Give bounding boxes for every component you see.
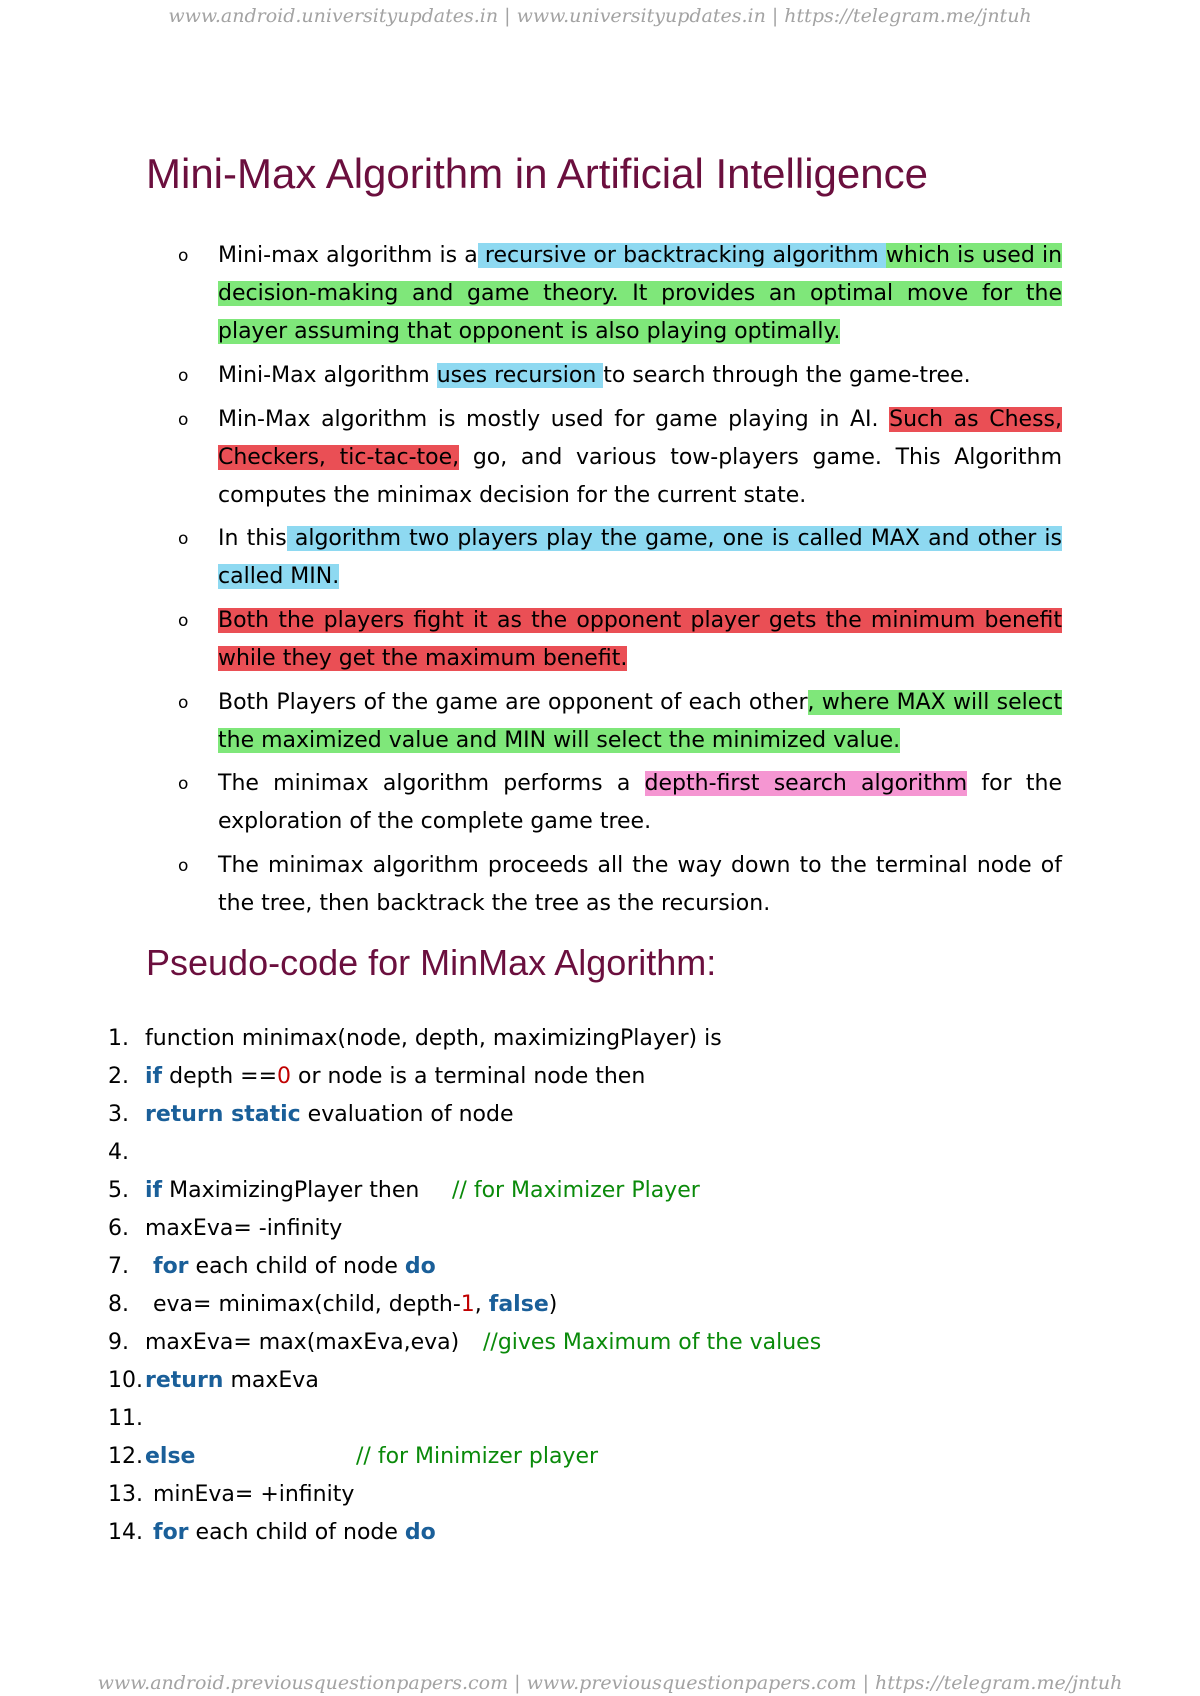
code-text: maxEva= -infinity (145, 1216, 343, 1241)
line-number: 11. (108, 1406, 143, 1431)
list-item (178, 602, 1062, 678)
code-line (108, 1518, 436, 1548)
bullet-text: The minimax algorithm proceeds all the way down to the terminal node of the tree, then backtrack the tree as the recursion. (218, 853, 1062, 916)
code-keyword: do (404, 1520, 436, 1545)
code-text: function minimax(node, depth, maximizingPlayer) is (145, 1026, 722, 1051)
line-number: 2. (108, 1064, 129, 1089)
highlight-green: which is used in decision-making and game theory. It provides an optimal move for the player assuming that opponent is also playing optimally. (218, 243, 1063, 344)
list-item (178, 765, 1063, 841)
code-text: ) (548, 1292, 558, 1317)
list-item (178, 847, 1062, 923)
bullet-marker: o (178, 246, 189, 266)
watermark-bottom: www.android.previousquestionpapers.com | www.previousquestionpapers.com | https://telegram.me/jntuh (97, 1672, 1123, 1694)
bullet-text: Mini-Max algorithm (218, 363, 437, 388)
highlight-blue: uses recursion (436, 363, 604, 388)
code-line (108, 1480, 354, 1510)
highlight-red: Such as Chess, Checkers, tic-tac-toe, (218, 407, 1062, 470)
list-item (178, 401, 1062, 515)
code-comment: // for Maximizer Player (452, 1178, 700, 1203)
bullet-marker: o (178, 529, 189, 549)
bullet-text: Mini-max algorithm is a (218, 243, 478, 268)
code-text: depth == (162, 1064, 278, 1089)
code-literal: 1 (460, 1292, 475, 1317)
code-line (108, 1366, 319, 1396)
code-comment: // for Minimizer player (356, 1444, 599, 1469)
bullet-text: Both Players of the game are opponent of each other (218, 690, 808, 715)
bullet-text: to search through the game-tree. (603, 363, 971, 388)
line-number: 12. (108, 1444, 143, 1469)
highlight-red: Both the players fight it as the opponent player gets the minimum benefit while they get the maximum benefit. (218, 608, 1062, 671)
bullet-marker: o (178, 693, 189, 713)
code-line (108, 1442, 599, 1472)
code-text: or node is a terminal node then (291, 1064, 646, 1089)
line-number: 6. (108, 1216, 129, 1241)
list-item (178, 357, 1062, 395)
bullet-text: for the exploration of the complete game tree. (218, 771, 1063, 834)
bullet-text: Min-Max algorithm is mostly used for game playing in AI. (218, 407, 890, 432)
code-line (108, 1404, 145, 1434)
code-line (108, 1024, 722, 1054)
line-number: 4. (108, 1140, 129, 1165)
code-text: , (474, 1292, 489, 1317)
bullet-marker: o (178, 774, 189, 794)
code-text: maxEva= max(maxEva,eva) (145, 1330, 460, 1355)
code-line (108, 1214, 342, 1244)
list-item (178, 684, 1062, 760)
bullet-marker: o (178, 611, 189, 631)
code-text: evaluation of node (300, 1102, 514, 1127)
bullet-text: The minimax algorithm performs a (218, 771, 645, 796)
code-line (108, 1100, 514, 1130)
code-keyword: return static (145, 1102, 301, 1127)
line-number: 1. (108, 1026, 129, 1051)
code-line (108, 1252, 436, 1282)
highlight-pink: depth-first search algorithm (644, 771, 968, 796)
watermark-top: www.android.universityupdates.in | www.universityupdates.in | https://telegram.me/jntuh (168, 5, 1032, 27)
line-number: 8. (108, 1292, 129, 1317)
code-keyword: return (145, 1368, 224, 1393)
code-text: each child of node (188, 1254, 405, 1279)
code-line (108, 1328, 822, 1358)
list-item (178, 520, 1062, 596)
bullet-marker: o (178, 856, 189, 876)
code-keyword: if (145, 1064, 163, 1089)
bullet-text: go, and various tow-players game. This Algorithm computes the minimax decision for the current state. (218, 445, 1062, 508)
list-item (178, 237, 1063, 351)
line-number: 10. (108, 1368, 143, 1393)
code-keyword: for (153, 1520, 189, 1545)
bullet-marker: o (178, 366, 189, 386)
code-keyword: else (145, 1444, 196, 1469)
code-text: minEva= +infinity (153, 1482, 355, 1507)
code-literal: 0 (277, 1064, 292, 1089)
code-text: each child of node (188, 1520, 405, 1545)
section-heading: Pseudo-code for MinMax Algorithm: (146, 942, 717, 983)
line-number: 9. (108, 1330, 129, 1355)
code-keyword: do (404, 1254, 436, 1279)
code-line (108, 1176, 700, 1206)
line-number: 3. (108, 1102, 129, 1127)
line-number: 7. (108, 1254, 129, 1279)
line-number: 13. (108, 1482, 143, 1507)
code-text: eva= minimax(child, depth- (153, 1292, 461, 1317)
bullet-marker: o (178, 410, 189, 430)
code-keyword: for (153, 1254, 189, 1279)
code-text: maxEva (223, 1368, 319, 1393)
code-keyword: false (488, 1292, 549, 1317)
line-number: 5. (108, 1178, 129, 1203)
code-text: MaximizingPlayer then (162, 1178, 420, 1203)
highlight-blue: recursive or backtracking algorithm (477, 243, 886, 268)
code-keyword: if (145, 1178, 163, 1203)
code-comment: //gives Maximum of the values (483, 1330, 822, 1355)
code-line (108, 1138, 145, 1168)
highlight-green: , where MAX will select the maximized value and MIN will select the minimized value. (218, 690, 1062, 753)
code-line (108, 1062, 645, 1092)
page-title: Mini-Max Algorithm in Artificial Intelligence (146, 150, 928, 197)
highlight-blue: algorithm two players play the game, one is called MAX and other is called MIN. (218, 526, 1062, 589)
code-line (108, 1290, 557, 1320)
line-number: 14. (108, 1520, 143, 1545)
bullet-text: In this (218, 526, 287, 551)
